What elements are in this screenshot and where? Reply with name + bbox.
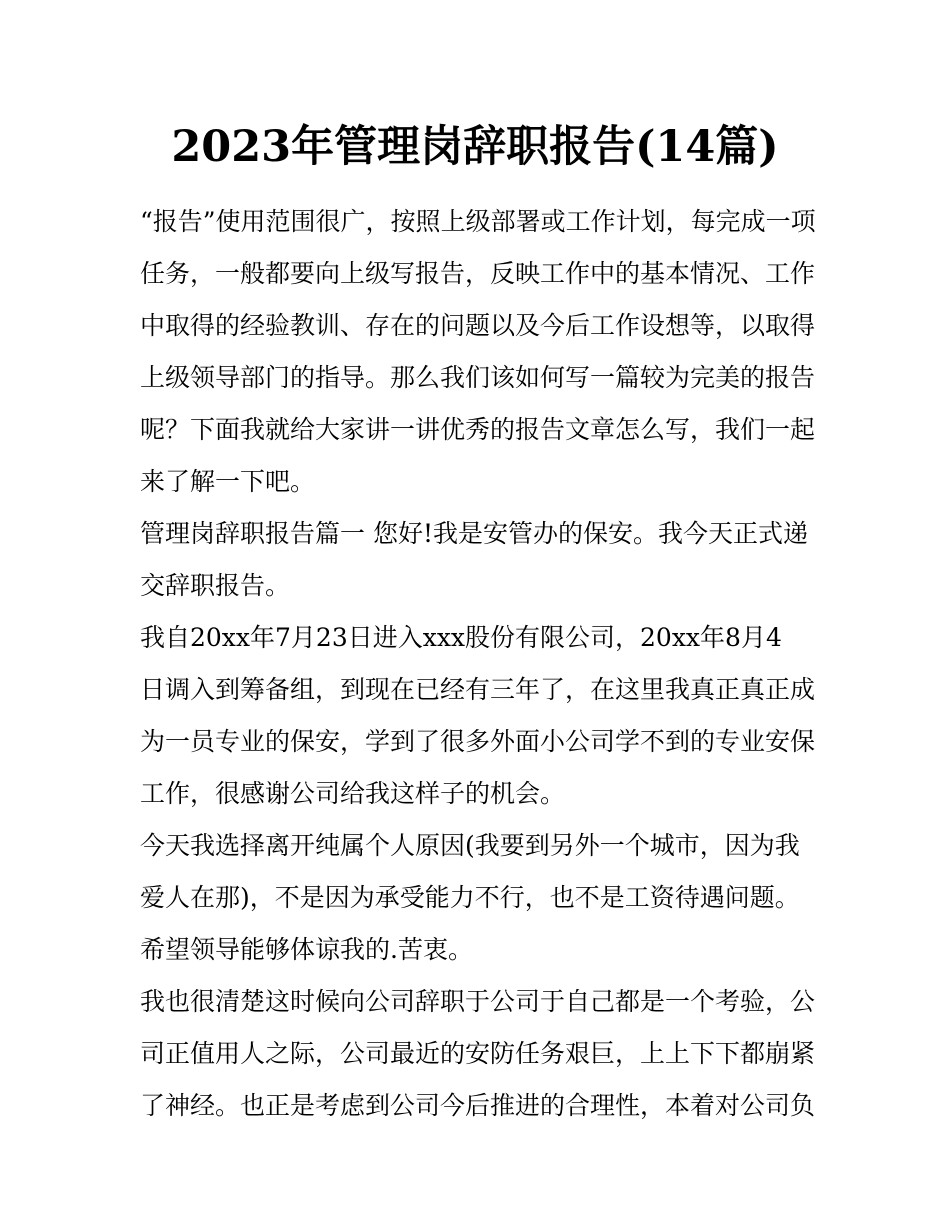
text-line: 呢？下面我就给大家讲一讲优秀的报告文章怎么写，我们一起 [140,415,816,444]
text-line: 管理岗辞职报告篇一 您好!我是安管办的保安。我今天正式递 [140,519,808,548]
text-line: 任务，一般都要向上级写报告，反映工作中的基本情况、工作 [140,259,816,288]
text-line: 中取得的经验教训、存在的问题以及今后工作设想等，以取得 [140,311,816,340]
text-line: 上级领导部门的指导。那么我们该如何写一篇较为完美的报告 [140,363,816,392]
text-line: 日调入到筹备组，到现在已经有三年了，在这里我真正真正成 [140,675,816,704]
page-title: 2023年管理岗辞职报告(14篇) [171,122,779,172]
text-line: 我也很清楚这时候向公司辞职于公司于自己都是一个考验，公 [140,987,816,1016]
text-line: 我自20xx年7月23日进入xxx股份有限公司，20xx年8月4 [140,623,782,652]
text-line: 司正值用人之际，公司最近的安防任务艰巨，上上下下都崩紧 [140,1039,816,1068]
text-line: 来了解一下吧。 [140,467,316,496]
text-line: 了神经。也正是考虑到公司今后推进的合理性，本着对公司负 [140,1091,816,1120]
text-line: 交辞职报告。 [140,571,291,600]
text-line: “报告”使用范围很广，按照上级部署或工作计划，每完成一项 [140,207,816,236]
text-line: 爱人在那)，不是因为承受能力不行，也不是工资待遇问题。 [140,883,800,912]
text-line: 工作，很感谢公司给我这样子的机会。 [140,779,566,808]
text-line: 为一员专业的保安，学到了很多外面小公司学不到的专业安保 [140,727,816,756]
text-line: 今天我选择离开纯属个人原因(我要到另外一个城市，因为我 [140,831,800,860]
document-body [140,196,816,1132]
text-line: 希望领导能够体谅我的.苦衷。 [140,935,473,964]
